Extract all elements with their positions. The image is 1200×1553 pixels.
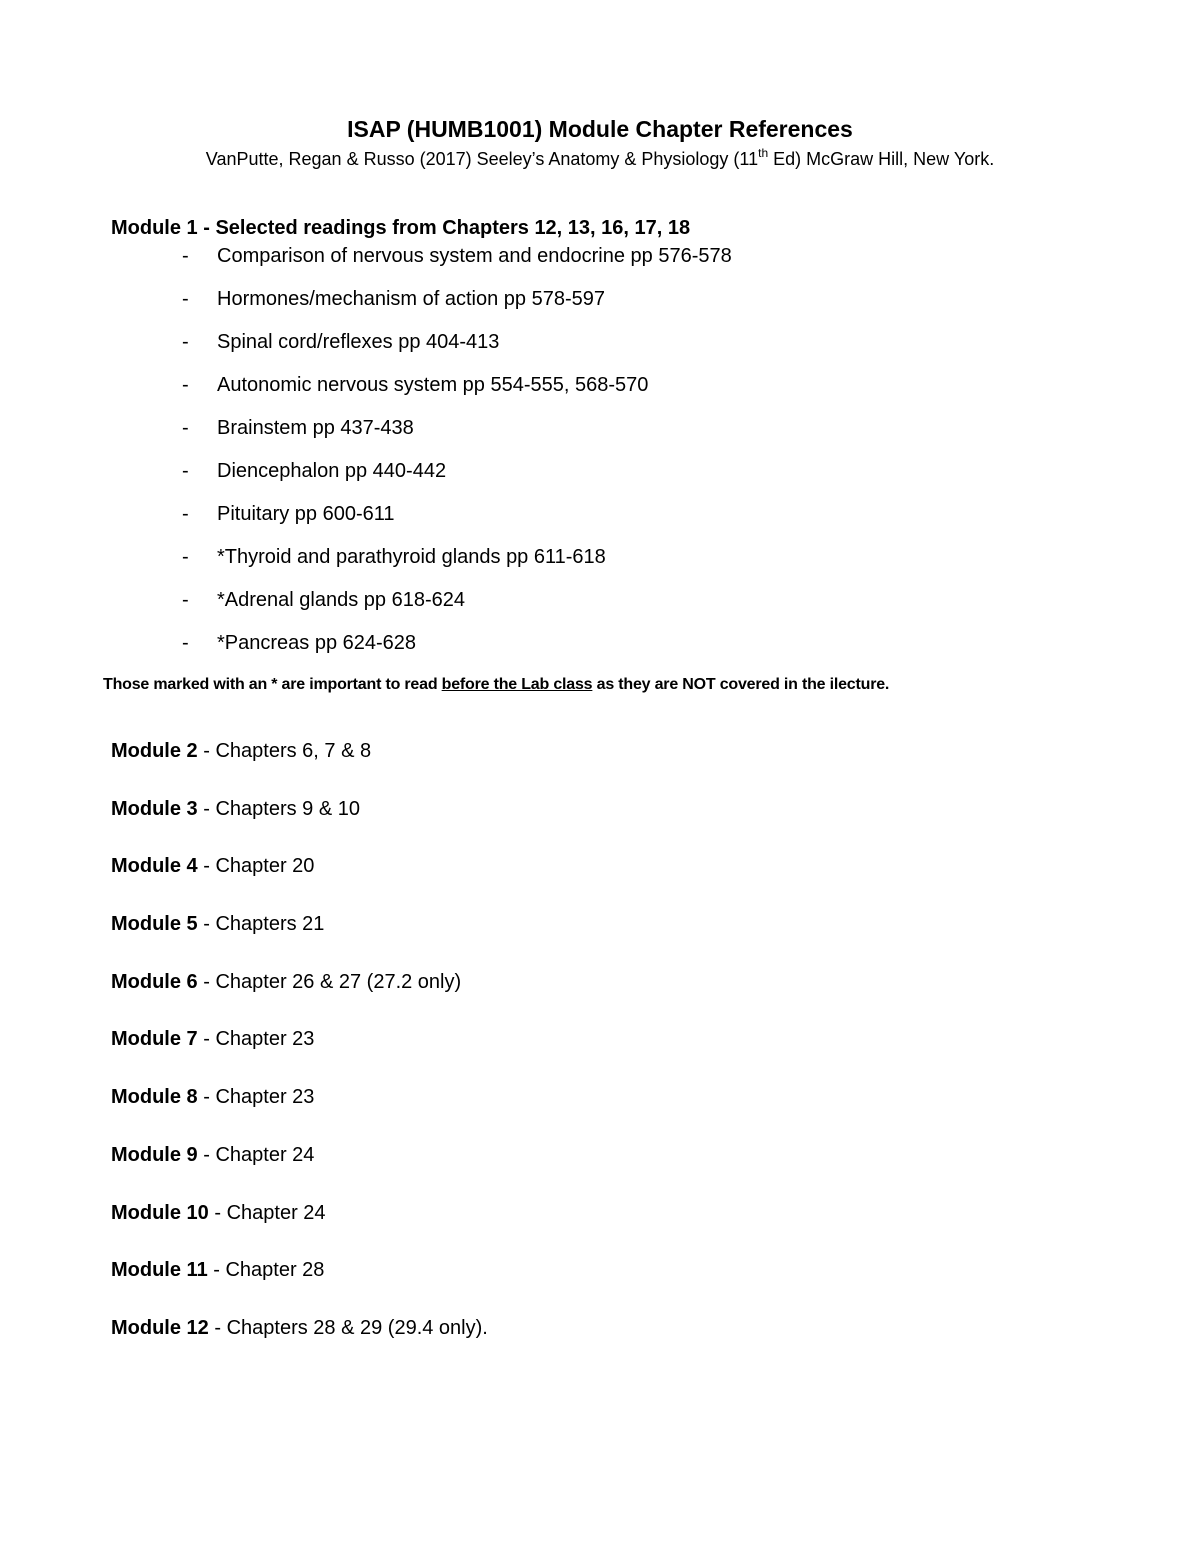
module-1-heading-text: Selected readings from Chapters 12, 13, 16, 17, 18	[215, 217, 691, 239]
module-name: Module 8	[111, 1086, 198, 1109]
citation-superscript: th	[758, 146, 769, 160]
module-name: Module 7	[111, 1028, 198, 1051]
module-chapters: - Chapter 24	[208, 1201, 326, 1224]
list-item	[182, 329, 982, 372]
module-name: Module 2	[111, 740, 198, 762]
list-item	[182, 458, 982, 501]
module-chapters: - Chapter 20	[197, 855, 315, 878]
dash-bullet: -	[182, 589, 189, 611]
module-1-heading	[111, 215, 690, 241]
module-chapters: - Chapter 24	[197, 1143, 315, 1166]
list-item	[182, 243, 982, 286]
module-name: Module 12	[111, 1316, 209, 1339]
list-item	[111, 1026, 488, 1084]
textbook-citation	[0, 146, 1200, 172]
reading-text: Brainstem pp 437-438	[217, 417, 414, 439]
list-item	[111, 796, 488, 854]
module-1-readings-list	[182, 243, 982, 673]
reading-text: *Thyroid and parathyroid glands pp 611-618	[217, 546, 606, 568]
reading-text: Hormones/mechanism of action pp 578-597	[217, 288, 605, 310]
citation-text: VanPutte, Regan & Russo (2017) Seeley’s Anatomy & Physiology (11	[205, 149, 759, 169]
list-item	[111, 911, 488, 969]
reading-text: Diencephalon pp 440-442	[217, 460, 447, 482]
list-item	[111, 1315, 488, 1373]
dash-bullet: -	[182, 374, 189, 396]
list-item	[182, 415, 982, 458]
list-item	[111, 1200, 488, 1258]
list-item	[182, 630, 982, 673]
reading-text: Autonomic nervous system pp 554-555, 568-570	[217, 374, 649, 396]
module-1-name: Module 1	[111, 217, 198, 239]
module-name: Module 11	[111, 1259, 208, 1282]
citation-text-end: Ed) McGraw Hill, New York.	[768, 149, 995, 169]
reading-text: Pituitary pp 600-611	[217, 503, 395, 525]
list-item	[111, 1084, 488, 1142]
list-item	[111, 853, 488, 911]
dash-bullet: -	[182, 331, 189, 353]
module-1-separator: -	[197, 217, 216, 239]
list-item	[111, 738, 488, 796]
reading-text: Comparison of nervous system and endocrine pp 576-578	[217, 245, 732, 267]
page-title: ISAP (HUMB1001) Module Chapter References	[347, 116, 853, 142]
module-name: Module 3	[111, 797, 198, 820]
note-text: Those marked with an * are important to read	[103, 676, 442, 693]
module-chapters: - Chapters 9 & 10	[197, 797, 360, 820]
dash-bullet: -	[182, 503, 189, 525]
dash-bullet: -	[182, 288, 189, 310]
module-chapters: - Chapter 28	[207, 1259, 325, 1282]
dash-bullet: -	[182, 417, 189, 439]
module-chapters: - Chapter 26 & 27 (27.2 only)	[197, 970, 462, 993]
modules-list	[111, 738, 488, 1373]
reading-text: Spinal cord/reflexes pp 404-413	[217, 331, 500, 353]
list-item	[182, 544, 982, 587]
list-item	[182, 372, 982, 415]
note-text-end: as they are NOT covered in the ilecture.	[592, 676, 890, 693]
module-name: Module 6	[111, 970, 198, 993]
list-item	[111, 1257, 488, 1315]
list-item	[182, 501, 982, 544]
module-name: Module 4	[111, 855, 198, 878]
module-chapters: - Chapter 23	[197, 1086, 315, 1109]
list-item	[111, 969, 488, 1027]
module-chapters: - Chapters 28 & 29 (29.4 only).	[208, 1316, 488, 1339]
dash-bullet: -	[182, 245, 189, 267]
module-name: Module 10	[111, 1201, 209, 1224]
list-item	[182, 286, 982, 329]
list-item	[111, 1142, 488, 1200]
list-item	[182, 587, 982, 630]
module-name: Module 5	[111, 913, 198, 936]
reading-text: *Adrenal glands pp 618-624	[217, 589, 465, 611]
dash-bullet: -	[182, 460, 189, 482]
module-chapters: - Chapters 6, 7 & 8	[197, 740, 372, 762]
dash-bullet: -	[182, 632, 189, 654]
module-chapters: - Chapter 23	[197, 1028, 315, 1051]
lab-note	[103, 674, 889, 696]
module-name: Module 9	[111, 1143, 198, 1166]
reading-text: *Pancreas pp 624-628	[217, 632, 417, 654]
module-chapters: - Chapters 21	[197, 913, 325, 936]
dash-bullet: -	[182, 546, 189, 568]
note-underlined: before the Lab class	[441, 676, 593, 693]
